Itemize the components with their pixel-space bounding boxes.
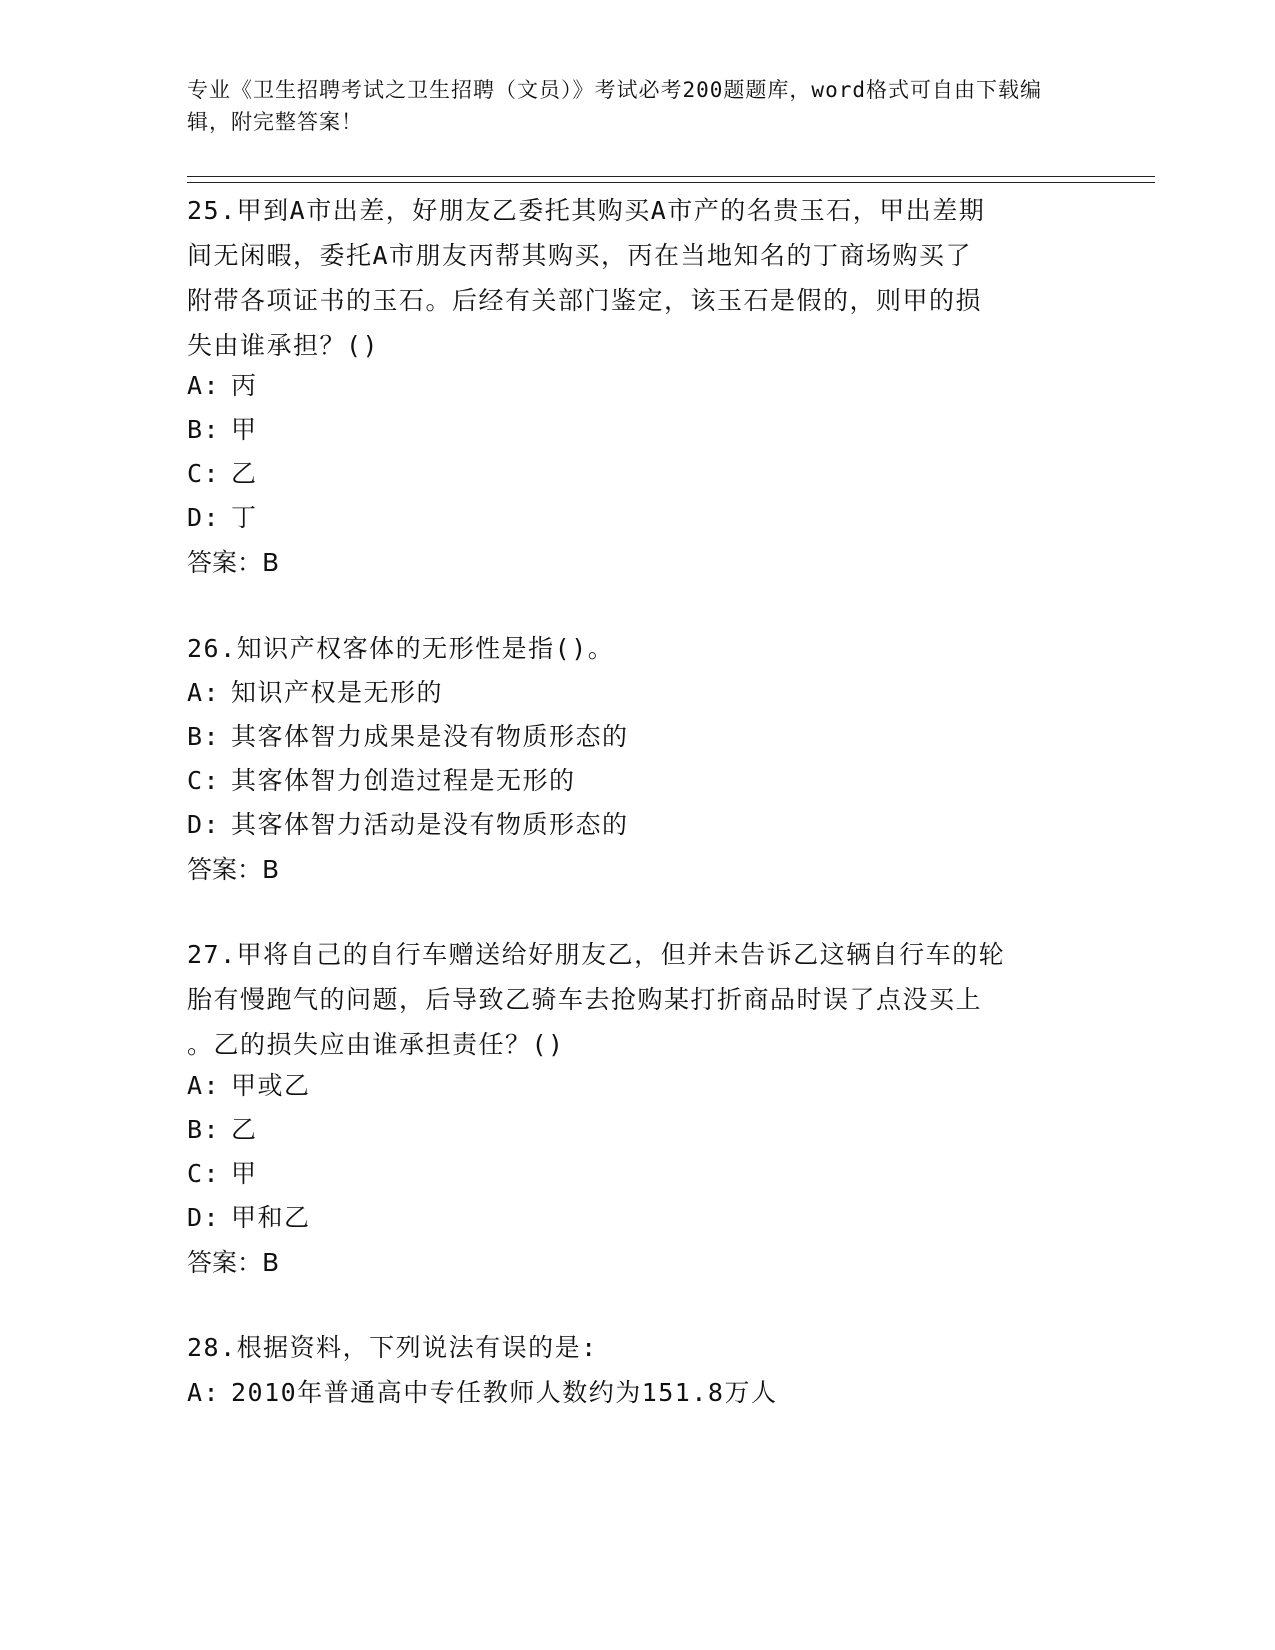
question-27-option-a (187, 1063, 1087, 1108)
question-26-option-b (187, 714, 1087, 759)
question-27-option-d (187, 1195, 1087, 1240)
option-label: A: (187, 371, 221, 400)
question-27-stem: 27.甲将自己的自行车赠送给好朋友乙，但并未告诉乙这辆自行车的轮 胎有慢跑气的问题，后导致乙骑车去抢购某打折商品时误了点没买上 。乙的损失应由谁承担责任？() (187, 940, 1006, 1059)
question-27-answer: 答案：B (187, 1248, 280, 1277)
question-25-option-c (187, 451, 1087, 496)
option-text: 2010年普通高中专任教师人数约为151.8万人 (231, 1378, 778, 1407)
question-25-option-b (187, 407, 1087, 452)
question-26-option-a (187, 670, 1087, 715)
option-text: 知识产权是无形的 (231, 678, 444, 707)
question-28-option-a (187, 1370, 1087, 1415)
question-27-option-b (187, 1107, 1087, 1152)
option-label: C: (187, 766, 221, 795)
option-text: 丙 (231, 371, 258, 400)
header-divider-bottom (187, 182, 1155, 183)
option-label: C: (187, 1159, 221, 1188)
option-label: D: (187, 1203, 221, 1232)
question-27-option-c (187, 1151, 1087, 1196)
option-text: 甲或乙 (231, 1071, 311, 1100)
document-header: 专业《卫生招聘考试之卫生招聘（文员）》考试必考200题题库，word格式可自由下载编辑，附完整答案！ (187, 78, 1042, 134)
option-text: 甲 (231, 415, 258, 444)
question-25-option-d (187, 495, 1087, 540)
option-label: D: (187, 503, 221, 532)
question-25-option-a (187, 363, 1087, 408)
option-label: A: (187, 678, 221, 707)
option-text: 其客体智力成果是没有物质形态的 (231, 722, 629, 751)
option-text: 丁 (231, 503, 258, 532)
question-26-stem: 26.知识产权客体的无形性是指()。 (187, 634, 615, 663)
option-text: 乙 (231, 459, 258, 488)
option-label: B: (187, 415, 221, 444)
question-26-answer: 答案：B (187, 855, 280, 884)
option-label: B: (187, 722, 221, 751)
option-label: A: (187, 1378, 221, 1407)
question-25-answer: 答案：B (187, 548, 280, 577)
question-26-option-d (187, 802, 1087, 847)
question-25-stem: 25.甲到A市出差，好朋友乙委托其购买A市产的名贵玉石，甲出差期 间无闲暇，委托A市朋友丙帮其购买，丙在当地知名的丁商场购买了 附带各项证书的玉石。后经有关部门鉴定，该玉石是假的，则甲的损 失由谁承担？() (187, 196, 986, 360)
question-28-stem: 28.根据资料，下列说法有误的是: (187, 1333, 598, 1362)
option-label: C: (187, 459, 221, 488)
option-text: 其客体智力创造过程是无形的 (231, 766, 576, 795)
question-26-option-c (187, 758, 1087, 803)
option-text: 乙 (231, 1115, 258, 1144)
header-divider-top (187, 176, 1155, 177)
option-text: 甲 (231, 1159, 258, 1188)
option-label: D: (187, 810, 221, 839)
option-label: A: (187, 1071, 221, 1100)
option-label: B: (187, 1115, 221, 1144)
option-text: 其客体智力活动是没有物质形态的 (231, 810, 629, 839)
option-text: 甲和乙 (231, 1203, 311, 1232)
